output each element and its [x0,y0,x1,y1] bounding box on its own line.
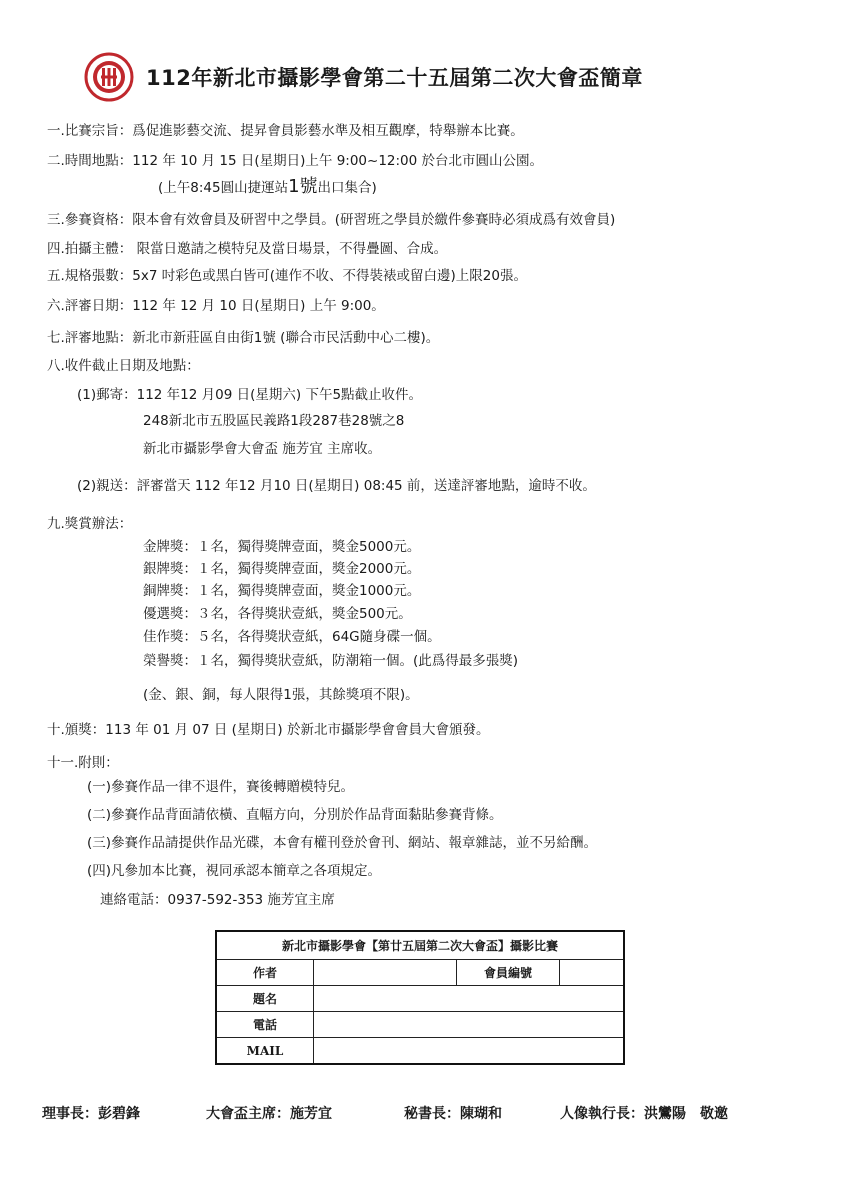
contact-phone: 連絡電話：0937-592-353 施芳宜主席 [100,892,335,908]
meeting-note-suffix: 出口集合) [317,180,377,196]
award-gold: 金牌獎：１名，獨得獎牌壹面，獎金5000元。 [143,539,421,555]
eligibility-line: 三.參賽資格：限本會有效會員及研習中之學員。(研習班之學員於繳件參賽時必須成爲有效會員) [47,212,616,228]
rule-3: (三)參賽作品請提供作品光碟，本會有權刊登於會刊、網站、報章雜誌，並不另給酬。 [87,835,598,851]
phone-field[interactable] [314,1012,625,1038]
phone-label: 電話 [216,1012,314,1038]
ceremony-line: 十.頒獎：113 年 01 月 07 日 (星期日) 於新北市攝影學會會員大會頒發。 [47,722,490,738]
member-no-label: 會員編號 [457,960,560,986]
mail-deadline-line: (1)郵寄：112 年12 月09 日(星期六) 下午5點截止收件。 [77,387,423,403]
signature-cup-chair: 大會盃主席：施芳宜 [206,1106,332,1122]
award-bronze: 銅牌獎：１名，獨得獎牌壹面，獎金1000元。 [143,583,421,599]
title-row [84,52,784,102]
rule-2: (二)參賽作品背面請依橫、直幅方向，分別於作品背面黏貼參賽背條。 [87,807,503,823]
signature-secretary: 秘書長：陳瑚和 [404,1106,502,1122]
author-field[interactable] [314,960,457,986]
member-no-field[interactable] [560,960,625,986]
society-logo-icon [84,52,134,102]
award-honor: 榮譽獎：１名，獨得獎狀壹紙，防潮箱一個。(此爲得最多張獎) [143,653,519,669]
rule-1: (一)參賽作品一律不退件，賽後轉贈模特兒。 [87,779,355,795]
time-location-line: 二.時間地點：112 年 10 月 15 日(星期日)上午 9:00~12:00 於台北市圓山公園。 [47,153,544,169]
awards-heading: 九.獎賞辦法： [47,516,133,532]
mail-address-line: 248新北市五股區民義路1段287巷28號之8 [143,413,405,429]
meeting-note [158,178,377,197]
purpose-line: 一.比賽宗旨：爲促進影藝交流、提昇會員影藝水準及相互觀摩，特舉辦本比賽。 [47,123,524,139]
title-field[interactable] [314,986,625,1012]
signature-portrait-lead: 人像執行長：洪鸞陽 敬邀 [560,1106,728,1122]
meeting-note-prefix: (上午8:45圓山捷運站 [158,180,289,196]
format-line: 五.規格張數：5x7 吋彩色或黑白皆可(連作不收、不得裝裱或留白邊)上限20張。 [47,268,527,284]
mail-recipient-line: 新北市攝影學會大會盃 施芳宜 主席收。 [143,441,382,457]
judging-location-line: 七.評審地點：新北市新莊區自由街1號 (聯合市民活動中心二樓)。 [47,330,440,346]
award-honorable: 佳作獎：５名，各得獎狀壹紙，64G隨身碟一個。 [143,629,441,645]
page-title: 112年新北市攝影學會第二十五屆第二次大會盃簡章 [146,66,643,90]
signature-chairman: 理事長：彭碧鋒 [42,1106,140,1122]
award-silver: 銀牌獎：１名，獨得獎牌壹面，獎金2000元。 [143,561,421,577]
hand-delivery-line: (2)親送：評審當天 112 年12 月10 日(星期日) 08:45 前，送達評審地點，逾時不收。 [77,478,596,494]
award-limit-note: (金、銀、銅，每人限得1張，其餘獎項不限)。 [143,687,419,703]
entry-form [215,930,625,1065]
deadline-heading: 八.收件截止日期及地點： [47,358,200,374]
entry-form-heading: 新北市攝影學會【第廿五屆第二次大會盃】攝影比賽 [216,931,624,960]
award-merit: 優選獎：３名，各得獎狀壹紙，獎金500元。 [143,606,412,622]
subject-line: 四.拍攝主體： 限當日邀請之模特兒及當日場景，不得疊圖、合成。 [47,241,448,257]
mail-label: MAIL [216,1038,314,1065]
mail-field[interactable] [314,1038,625,1065]
rule-4: (四)凡參加本比賽，視同承認本簡章之各項規定。 [87,863,382,879]
title-label: 題名 [216,986,314,1012]
rules-heading: 十一.附則： [47,755,119,771]
judging-date-line: 六.評審日期：112 年 12 月 10 日(星期日) 上午 9:00。 [47,298,385,314]
author-label: 作者 [216,960,314,986]
meeting-note-exit: 1號 [288,176,318,197]
